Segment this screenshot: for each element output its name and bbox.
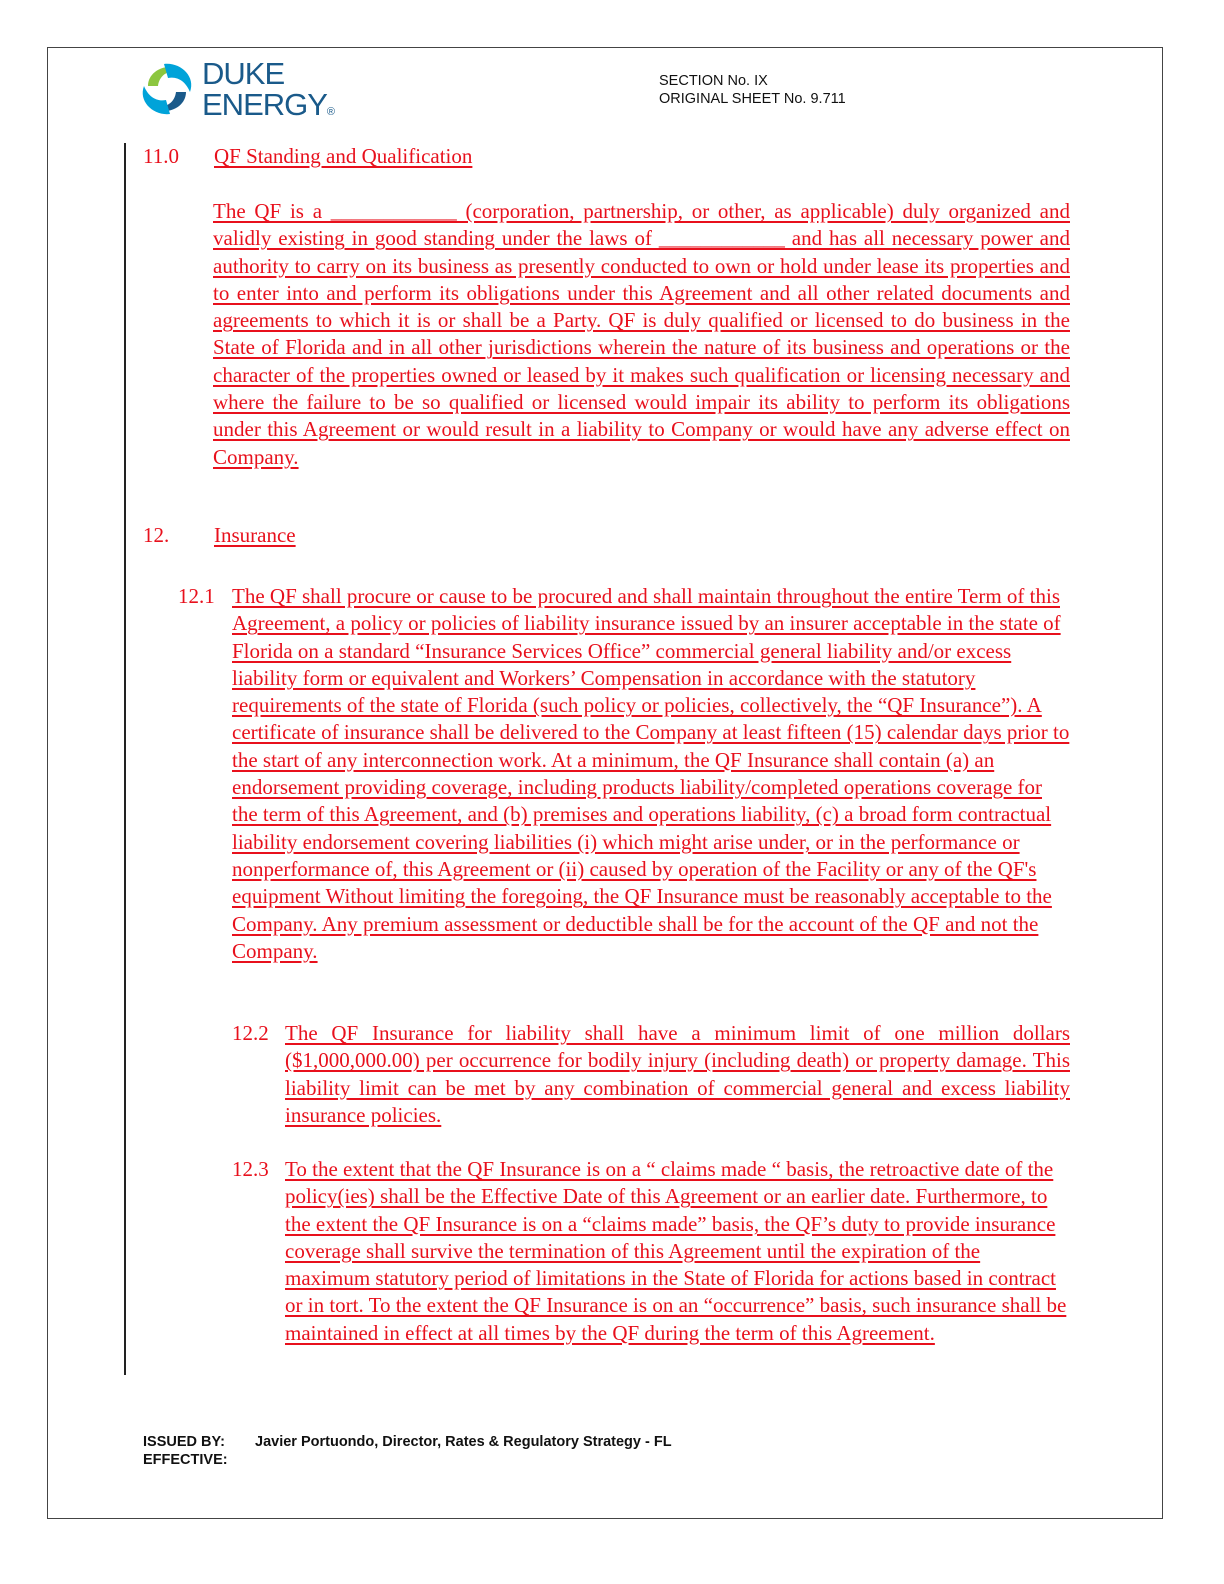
clause-12-1 [178, 583, 1070, 965]
clause-12-1-text: The QF shall procure or cause to be procured and shall maintain throughout the entire Term of this Agreement, a policy or policies of liability insurance issued by an insurer acceptable in the state of Florida on a standard “Insurance Services Office” commercial general liability and/or excess liability form or equivalent and Workers’ Compensation in accordance with the statutory requirements of the state of Florida (such policy or policies, collectively, the “QF Insurance”). A certificate of insurance shall be delivered to the Company at least fifteen (15) calendar days prior to the start of any interconnection work. At a minimum, the QF Insurance shall contain (a) an endorsement providing coverage, including products liability/completed operations coverage for the term of this Agreement, and (b) premises and operations liability, (c) a broad form contractual liability endorsement covering liabilities (i) which might arise under, or in the performance or nonperformance of, this Agreement or (ii) caused by operation of the Facility or any of the QF's equipment Without limiting the foregoing, the QF Insurance must be reasonably acceptable to the Company. Any premium assessment or deductible shall be for the account of the QF and not the Company. [232, 584, 1070, 963]
section-12-title: Insurance [214, 523, 296, 547]
effective-row [143, 1451, 672, 1469]
duke-energy-logo [134, 56, 344, 128]
clause-12-2 [232, 1020, 1070, 1129]
issuance-footer [143, 1433, 672, 1469]
section-12-number: 12. [143, 523, 170, 547]
section-12-heading [143, 522, 296, 549]
section-11-title: QF Standing and Qualification [214, 144, 473, 168]
sheet-number: ORIGINAL SHEET No. 9.711 [659, 91, 846, 107]
clause-12-3-label: 12.3 [232, 1157, 269, 1181]
section-11-body: The QF is a ____________ (corporation, partnership, or other, as applicable) duly organized and validly existing in good standing under the laws of ____________ and has all necessary power and authority to carry on its business as presently conducted to own or hold under lease its properties and to enter into and perform its obligations under this Agreement and all other related documents and agreements to which it is or shall be a Party. QF is duly qualified or licensed to do business in the State of Florida and in all other jurisdictions wherein the nature of its business and operations or the character of the properties owned or leased by it makes such qualification or licensing necessary and where the failure to be so qualified or licensed would impair its ability to perform its obligations under this Agreement or would result in a liability to Company or would have any adverse effect on Company. [213, 199, 1070, 469]
duke-energy-swirl-icon [134, 56, 200, 122]
clause-12-3-text: To the extent that the QF Insurance is on a “ claims made “ basis, the retroactive date of the policy(ies) shall be the Effective Date of this Agreement or an earlier date. Furthermore, to the extent the QF Insurance is on a “claims made” basis, the QF’s duty to provide insurance coverage shall survive the termination of this Agreement until the expiration of the maximum statutory period of limitations in the State of Florida for actions based in contract or in tort. To the extent the QF Insurance is on an “occurrence” basis, such insurance shall be maintained in effect at all times by the QF during the term of this Agreement. [285, 1157, 1067, 1345]
logo-line-duke: DUKE [202, 56, 285, 91]
section-11-heading [143, 143, 472, 170]
clause-12-1-label: 12.1 [178, 584, 215, 608]
revision-change-bar [124, 143, 126, 1375]
issued-by-row [143, 1433, 672, 1451]
clause-12-2-label: 12.2 [232, 1021, 269, 1045]
issued-by-value: Javier Portuondo, Director, Rates & Regulatory Strategy - FL [255, 1434, 672, 1450]
effective-label: EFFECTIVE: [143, 1452, 228, 1468]
clause-12-2-text: The QF Insurance for liability shall have a minimum limit of one million dollars ($1,000,000.00) per occurrence for bodily injury (including death) or property damage. This liability limit can be met by any combination of commercial general and excess liability insurance policies. [285, 1021, 1070, 1127]
issued-by-label: ISSUED BY: [143, 1434, 225, 1450]
section-11-number: 11.0 [143, 144, 179, 168]
logo-line-energy: ENERGY® [202, 87, 336, 122]
logo-wordmark [202, 58, 335, 128]
sheet-info [659, 72, 846, 108]
clause-12-3 [232, 1156, 1070, 1347]
registered-mark: ® [326, 106, 336, 118]
section-number: SECTION No. IX [659, 73, 768, 89]
